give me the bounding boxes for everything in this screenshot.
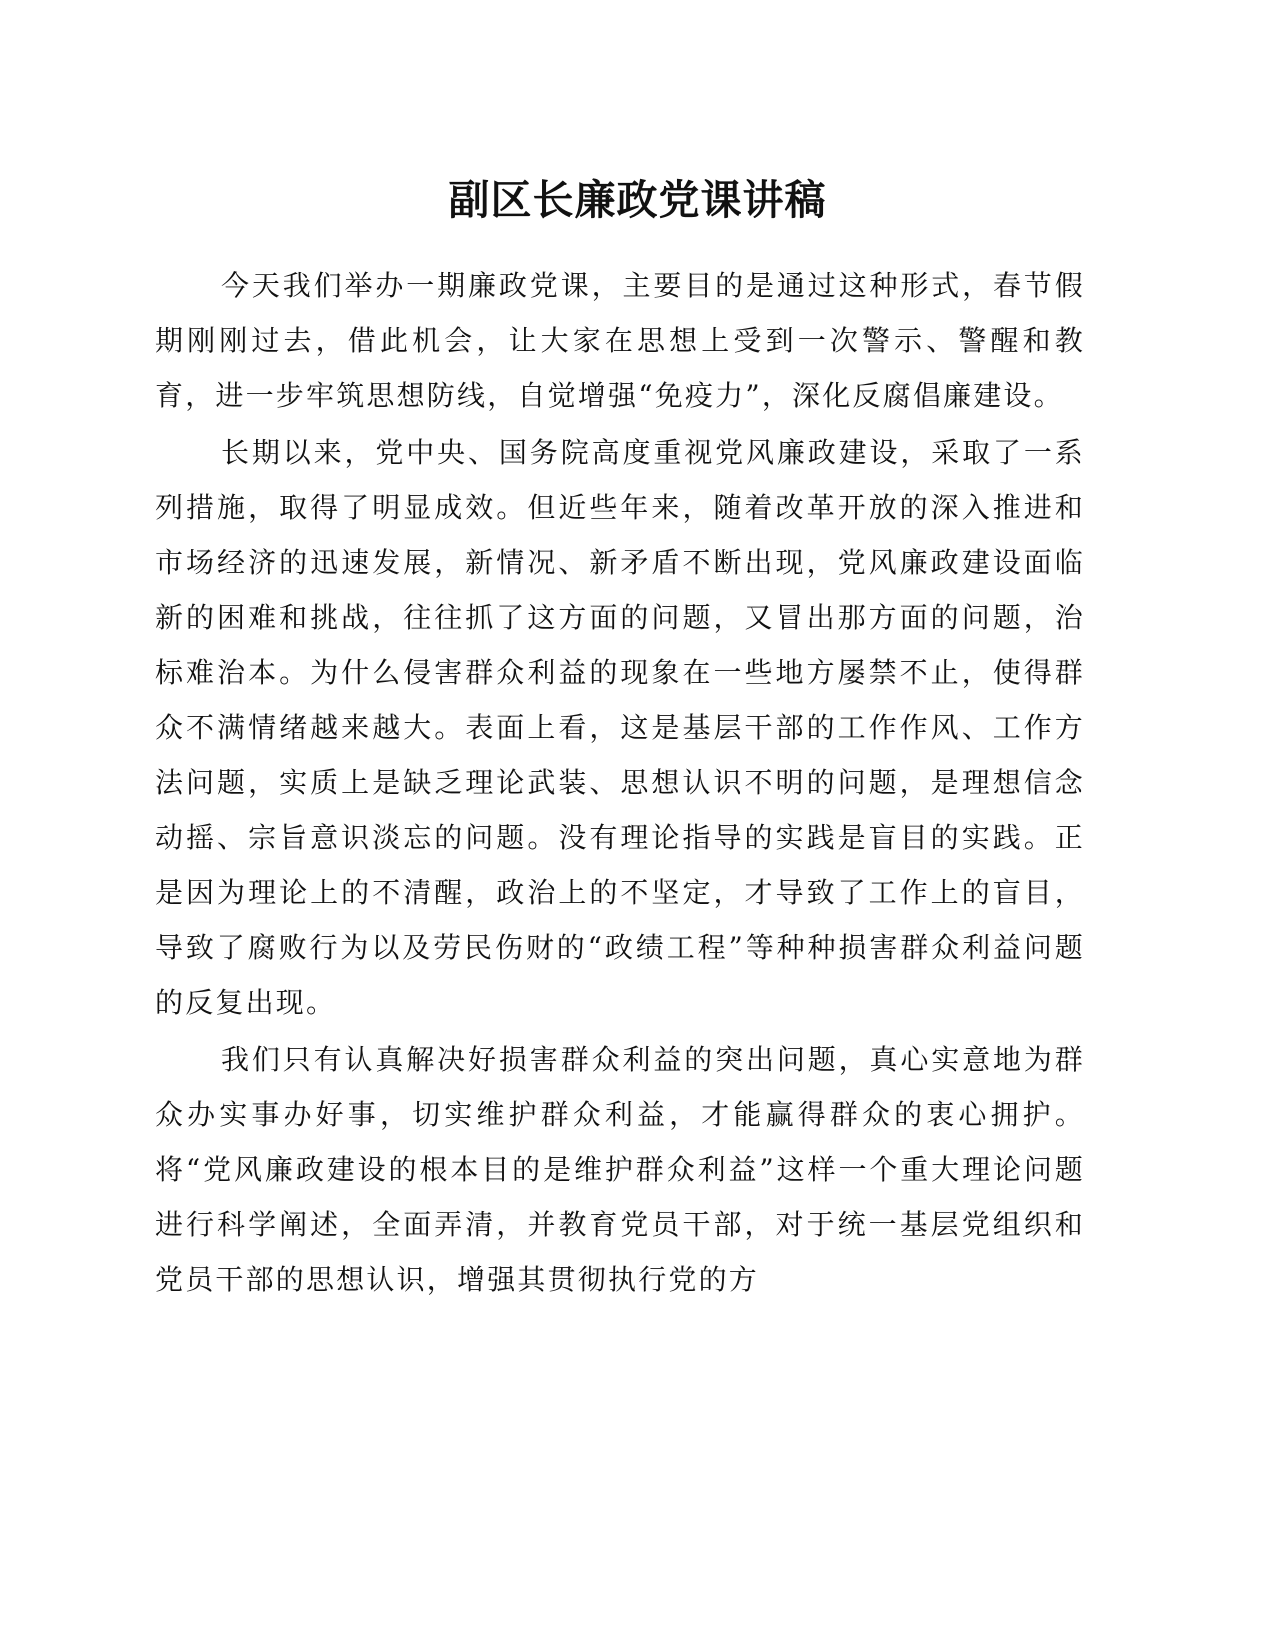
document-title: 副区长廉政党课讲稿 xyxy=(448,176,827,224)
paragraph: 今天我们举办一期廉政党课，主要目的是通过这种形式，春节假期刚刚过去，借此机会，让大家在思想上受到一次警示、警醒和教育，进一步牢筑思想防线，自觉增强“免疫力”，深化反腐倡廉建设。 xyxy=(155,269,1085,412)
paragraph: 我们只有认真解决好损害群众利益的突出问题，真心实意地为群众办实事办好事，切实维护群众利益，才能赢得群众的衷心拥护。将“党风廉政建设的根本目的是维护群众利益”这样一个重大理论问题进行科学阐述，全面弄清，并教育党员干部，对于统一基层党组织和党员干部的思想认识，增强其贯彻执行党的方 xyxy=(155,1043,1085,1296)
document-body xyxy=(155,258,1085,1309)
paragraph: 长期以来，党中央、国务院高度重视党风廉政建设，采取了一系列措施，取得了明显成效。但近些年来，随着改革开放的深入推进和市场经济的迅速发展，新情况、新矛盾不断出现，党风廉政建设面临新的困难和挑战，往往抓了这方面的问题，又冒出那方面的问题，治标难治本。为什么侵害群众利益的现象在一些地方屡禁不止，使得群众不满情绪越来越大。表面上看，这是基层干部的工作作风、工作方法问题，实质上是缺乏理论武装、思想认识不明的问题，是理想信念动摇、宗旨意识淡忘的问题。没有理论指导的实践是盲目的实践。正是因为理论上的不清醒，政治上的不坚定，才导致了工作上的盲目，导致了腐败行为以及劳民伤财的“政绩工程”等种种损害群众利益问题的反复出现。 xyxy=(155,436,1085,1019)
